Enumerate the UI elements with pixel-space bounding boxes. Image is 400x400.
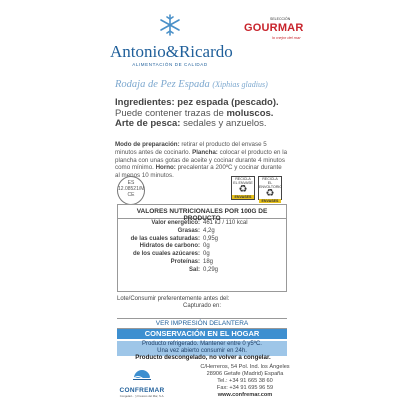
gourmar-tagline: lo mejor del mar (272, 35, 301, 40)
conservation-line: Una vez abierto consumir en 24h. (157, 348, 247, 354)
nutrition-row (118, 267, 286, 274)
nutrition-label: Valor energético: (151, 220, 200, 226)
company-name: CONFREMAR (119, 387, 165, 394)
nutrition-value: 18g (203, 258, 214, 265)
horno-label: Horno: (155, 164, 176, 172)
gourmar-name (244, 22, 304, 34)
ingredients-label: Ingredientes: (115, 97, 175, 108)
gourmar-selection: SELECCIÓN (270, 17, 291, 21)
fishing-label: Arte de pesca: (115, 118, 181, 129)
gourmar-name-b: MAR (277, 22, 304, 34)
lot-best-before: Lote/Consumir preferentemente antes del: (117, 296, 230, 302)
plancha-label: Plancha: (192, 148, 218, 156)
ingredients-value: pez espada (pescado). (177, 97, 279, 108)
nutrition-value: 0g (203, 243, 210, 250)
preparation-text: retirar el producto del envase 5 minutos antes de cocinarlo. (115, 141, 267, 156)
plancha-text: colocar el producto en la plancha con unas gotas de aceite y cocinar durante 4 minutos como mínimo. (115, 148, 288, 172)
nutrition-header: VALORES NUTRICIONALES POR 100G DE PRODUCTO (118, 205, 286, 219)
nutrition-value: 4,2g (203, 227, 215, 234)
snowflake-icon (150, 14, 190, 36)
preparation-label: Modo de preparación: (115, 141, 180, 148)
product-title (115, 79, 268, 90)
recycle-sub: EL ENVASE (233, 181, 253, 185)
recycle-badge-wrapper (258, 176, 283, 203)
ingredients-block (115, 98, 285, 130)
nutrition-label: Sal: (188, 266, 200, 273)
nutrition-row (118, 243, 286, 250)
brand-logo (110, 14, 233, 67)
wave-globe-icon (132, 368, 152, 382)
nutrition-row (118, 220, 286, 227)
nutrition-row (118, 228, 286, 235)
fishing-value: sedales y anzuelos. (183, 118, 267, 129)
nutrition-table (117, 204, 287, 292)
nutrition-value: 0g (203, 251, 210, 258)
nutrition-label: de las cuales saturadas: (130, 235, 200, 242)
fax-number: Fax: +34 91 695 96 59 (216, 385, 274, 391)
health-mark-number: 12.08521/M (118, 186, 145, 192)
conservation-line: Producto refrigerado. Mantener entre 0 y5ºC. (142, 341, 262, 347)
conservation-header: CONSERVACIÓN EN EL HOGAR (117, 329, 287, 339)
lot-info (117, 296, 287, 310)
nutrition-label: de los cuales azúcares: (132, 251, 200, 258)
gourmar-logo (244, 17, 304, 40)
nutrition-value: 461 kJ / 110 kcal (203, 220, 248, 226)
product-name: Rodaja de Pez Espada (115, 79, 210, 90)
address-line: C/Herreros, 54 Pol. Ind. los Ángeles (200, 364, 290, 370)
recycle-cap: ENVASES (232, 195, 254, 199)
phone-number: Tel.: +34 91 665 38 60 (217, 378, 273, 384)
confremar-logo (117, 368, 167, 398)
nutrition-label: Hidratos de carbono: (139, 243, 200, 250)
may-contain-text: Puede contener trazas de (115, 107, 224, 119)
thawed-warning: Producto descongelado, no volver a congelar. (135, 354, 271, 361)
see-front-print: VER IMPRESIÓN DELANTERA (117, 318, 287, 329)
product-scientific-name: (Xiphias gladius) (212, 80, 268, 89)
recycle-cap: ENVASES (259, 199, 281, 203)
horno-text: precalentar a 200ºC y cocinar durante al menos 10 minutos. (115, 164, 282, 180)
recycle-bin-icon: ♻ (265, 188, 275, 199)
nutrition-value: 0,29g (203, 266, 219, 273)
nutrition-row (118, 259, 286, 266)
nutrition-row (118, 236, 286, 243)
nutrition-value: 0,95g (203, 235, 219, 242)
recycle-sub: EL ENVOLTORIO (259, 181, 283, 189)
brand-name: Antonio&Ricardo (110, 42, 233, 61)
nutrition-label: Grasas: (177, 227, 200, 234)
preparation-block (115, 141, 287, 180)
recycle-badge-package (231, 176, 255, 200)
company-tagline: Congelad... 'y Frescos del Mar, S.A. (119, 394, 165, 398)
allergen-text: moluscos. (226, 107, 274, 119)
gourmar-name-a: GOUR (244, 22, 278, 34)
health-mark (117, 176, 145, 205)
lot-captured-in: Capturado en: (182, 303, 222, 309)
company-address (190, 364, 300, 399)
nutrition-label: Proteínas: (170, 258, 200, 265)
health-mark-country: ES (127, 180, 135, 186)
recycle-bin-icon: ♻ (238, 184, 248, 195)
recycle-title: RECICLA (235, 177, 251, 181)
health-mark-ce: CE (127, 192, 135, 198)
address-line: 28906 Getafe (Madrid) España (206, 371, 284, 377)
nutrition-row (118, 251, 286, 258)
brand-subtitle: ALIMENTACIÓN DE CALIDAD (132, 62, 208, 67)
company-website: www.confremar.com (217, 392, 273, 398)
recycle-title: RECICLA (262, 177, 278, 181)
